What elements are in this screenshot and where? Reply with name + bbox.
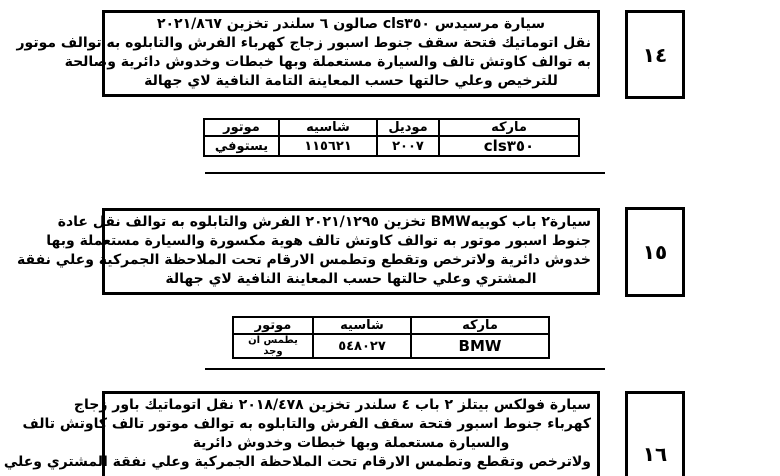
header-chassis: شاسيه — [279, 119, 377, 136]
table-header-row — [204, 119, 579, 136]
lot-15-description — [17, 208, 600, 295]
lot-14-number: ١٤ — [625, 10, 685, 99]
cell-chassis: ١١٥٦٢١ — [279, 136, 377, 156]
section-divider — [205, 368, 605, 370]
header-engine: موتور — [204, 119, 279, 136]
description-line: كهرباء جنوط اسبور فتحة سقف الفرش والتابلوه به توالف موتور تالف كاوتش تالف — [22, 416, 591, 432]
cell-chassis: ٥٤٨٠٢٧ — [313, 334, 411, 358]
header-engine: موتور — [233, 317, 313, 334]
header-make: ماركه — [439, 119, 579, 136]
cell-make: cls٣٥٠ — [439, 136, 579, 156]
description-line: ولاترخص وتقطع وتطمس الارقام تحت الملاحظة الجمركية وعلي نفقة المشتري وعلي — [3, 454, 591, 470]
description-line: والسيارة مستعملة وبها خبطات وخدوش دائرية — [192, 435, 510, 451]
lot-16-description — [3, 391, 600, 476]
description-line: سيارة فولكس بيتلز ٢ باب ٤ سلندر تخزين ٢٠١٨/٤٧٨ نقل اتوماتيك باور زجاج — [73, 397, 591, 413]
header-model: موديل — [377, 119, 439, 136]
cell-make: BMW — [411, 334, 549, 358]
description-line: للترخيص وعلي حالتها حسب المعاينة التامة النافية لاي جهالة — [144, 73, 558, 89]
description-line: المشتري وعلي حالتها حسب المعاينة النافية لاي جهالة — [165, 271, 537, 287]
lot-14-description — [16, 10, 600, 97]
cell-engine: يطمس ان وجد — [233, 334, 313, 358]
header-chassis: شاسيه — [313, 317, 411, 334]
description-line: جنوط اسبور موتور به توالف كاوتش تالف هوية مكسورة والسيارة مستعملة وبها — [46, 233, 591, 249]
lot-15-number: ١٥ — [625, 207, 685, 297]
lot-14-spec-table — [203, 118, 580, 157]
description-line: خدوش دائرية ولاترخص وتقطع وتطمس الارقام تحت الملاحظة الجمركية وعلي نفقة — [17, 252, 591, 268]
cell-engine: يستوفي — [204, 136, 279, 156]
table-row — [233, 334, 549, 358]
cell-model: ٢٠٠٧ — [377, 136, 439, 156]
header-make: ماركه — [411, 317, 549, 334]
lot-15-spec-table — [232, 316, 550, 359]
lot-16-number: ١٦ — [625, 391, 685, 476]
table-header-row — [233, 317, 549, 334]
table-row — [204, 136, 579, 156]
description-line: نقل اتوماتيك فتحة سقف جنوط اسبور زجاج كهرباء الفرش والتابلوه به توالف موتور — [16, 35, 591, 51]
description-line: سيارة مرسيدس cls٣٥٠ صالون ٦ سلندر تخزين ٢٠٢١/٨٦٧ — [156, 16, 546, 32]
description-line: سيارة٢ باب كوبيهBMW تخزين ٢٠٢١/١٢٩٥ الفرش والتابلوه به توالف نقل عادة — [57, 214, 591, 230]
description-line: به توالف كاوتش تالف والسيارة مستعملة وبها خبطات وخدوش دائرية وصالحة — [64, 54, 591, 70]
section-divider — [205, 172, 605, 174]
